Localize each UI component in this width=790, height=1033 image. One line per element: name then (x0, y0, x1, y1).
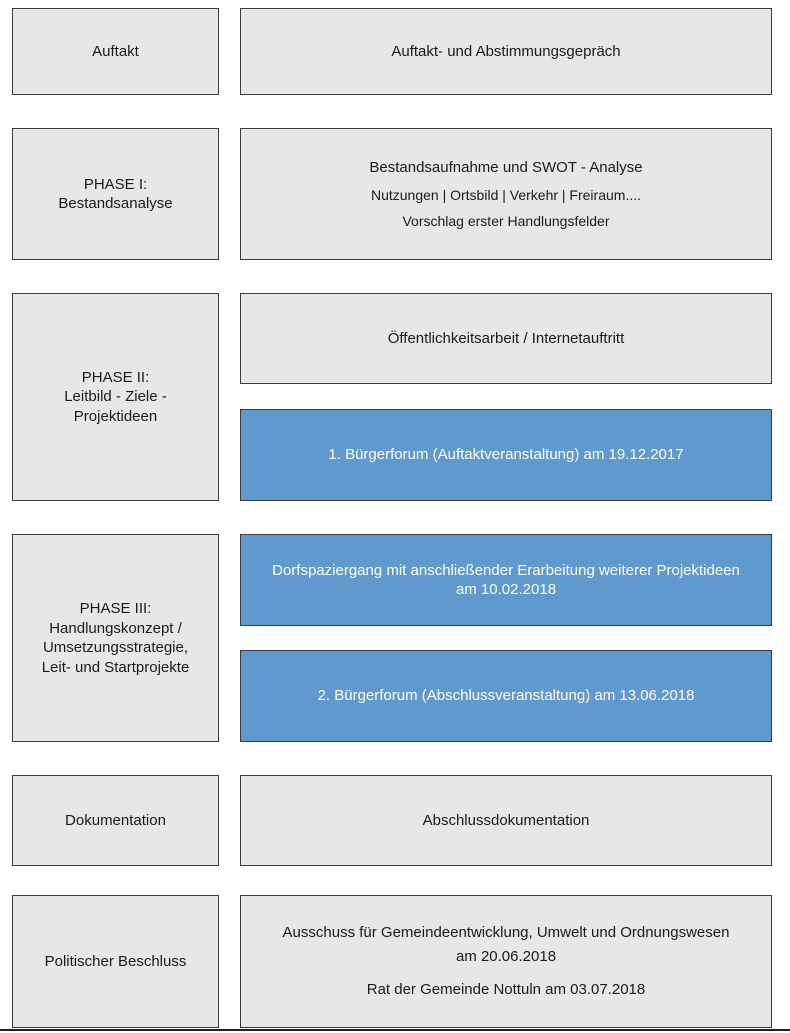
step-oeffentlichkeit-box (240, 293, 772, 384)
step-buergerforum-1-box (240, 409, 772, 501)
phase-label: PHASE II: (81, 368, 150, 386)
step-text: Auftakt- und Abstimmungsgepräch (391, 42, 621, 60)
phase-auftakt-box (12, 8, 219, 95)
phase-label: Handlungskonzept / (49, 619, 182, 637)
step-text: Nutzungen | Ortsbild | Verkehr | Freiraum.... (370, 186, 641, 203)
phase-beschluss-box (12, 895, 219, 1028)
step-text: Öffentlichkeitsarbeit / Internetauftritt (387, 329, 625, 347)
phase-label: Umsetzungsstrategie, (42, 639, 189, 656)
step-buergerforum-2-box (240, 650, 772, 742)
phase-label: Leit- und Startprojekte (41, 658, 190, 676)
phase-2-box (12, 293, 219, 501)
step-bestand-box (240, 128, 772, 260)
phase-label: PHASE I: (83, 175, 148, 193)
step-beschluss-box (240, 895, 772, 1028)
step-text: 2. Bürgerforum (Abschlussveranstaltung) am 13.06.2018 (317, 687, 695, 705)
step-text: Abschlussdokumentation (422, 811, 590, 829)
step-text: Dorfspaziergang mit anschließender Erarbeitung weiterer Projektideen (272, 561, 740, 579)
step-text: am 20.06.2018 (455, 947, 557, 965)
phase-label: Dokumentation (65, 811, 166, 829)
step-text: Bestandsaufnahme und SWOT - Analyse (369, 159, 643, 177)
step-abschluss-box (240, 775, 772, 866)
phase-1-box (12, 128, 219, 260)
step-text: am 10.02.2018 (455, 581, 557, 598)
phase-3-box (12, 534, 219, 742)
step-dorfspaziergang-box (240, 534, 772, 626)
step-text: Rat der Gemeinde Nottuln am 03.07.2018 (366, 981, 646, 999)
phase-label: Leitbild - Ziele - Projektideen (64, 388, 167, 425)
bottom-divider (0, 1029, 790, 1031)
phase-label: Politischer Beschluss (44, 952, 187, 970)
step-auftakt-box (240, 8, 772, 95)
step-text: 1. Bürgerforum (Auftaktveranstaltung) am 19.12.2017 (328, 446, 684, 464)
phase-dokumentation-box (12, 775, 219, 866)
phase-label: Auftakt (92, 42, 139, 60)
step-text: Vorschlag erster Handlungsfelder (402, 212, 610, 229)
phase-label: PHASE III: (79, 600, 152, 617)
phase-label: Bestandsanalyse (58, 195, 173, 212)
step-text: Ausschuss für Gemeindeentwicklung, Umwelt und Ordnungswesen (282, 924, 730, 942)
